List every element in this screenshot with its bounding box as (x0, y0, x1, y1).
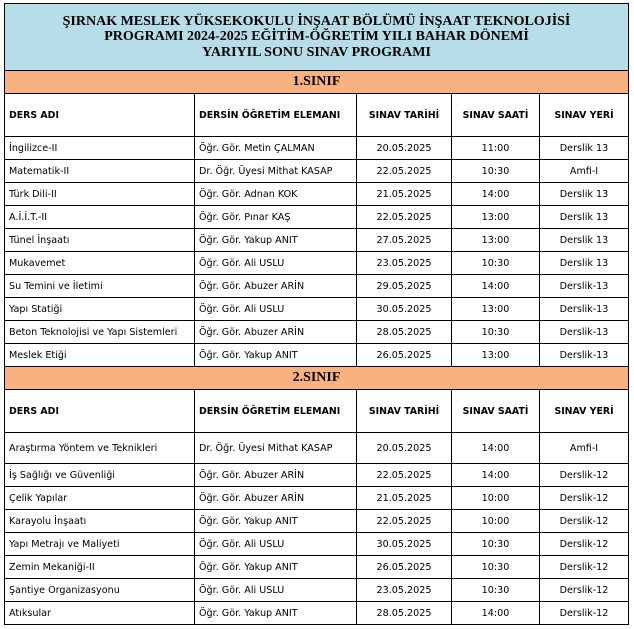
section-title-2: 2.SINIF (5, 367, 629, 390)
table-row (5, 275, 629, 298)
table-row (5, 533, 629, 556)
table-row (5, 298, 629, 321)
title-line-3: YARIYIL SONU SINAV PROGRAMI (202, 44, 431, 60)
exam-room-cell: Derslik 13 (540, 137, 629, 160)
course-cell: Beton Teknolojisi ve Yapı Sistemleri (5, 321, 195, 344)
table-row (5, 321, 629, 344)
column-header-row (5, 390, 629, 433)
exam-time-cell: 10:30 (452, 321, 540, 344)
exam-room-cell: Derslik-12 (540, 487, 629, 510)
header-date: SINAV TARİHİ (357, 390, 452, 433)
course-cell: Türk Dili-II (5, 183, 195, 206)
exam-date-cell: 30.05.2025 (357, 298, 452, 321)
table-row (5, 137, 629, 160)
header-room: SINAV YERİ (540, 94, 629, 137)
exam-room-cell: Derslik 13 (540, 183, 629, 206)
exam-time-cell: 11:00 (452, 137, 540, 160)
exam-date-cell: 22.05.2025 (357, 510, 452, 533)
table-row (5, 229, 629, 252)
instructor-cell: Öğr. Gör. Abuzer ARİN (195, 464, 357, 487)
instructor-cell: Öğr. Gör. Yakup ANIT (195, 510, 357, 533)
course-cell: Çelik Yapılar (5, 487, 195, 510)
header-time: SINAV SAATİ (452, 94, 540, 137)
exam-time-cell: 13:00 (452, 344, 540, 367)
exam-room-cell: Derslik-12 (540, 510, 629, 533)
exam-date-cell: 23.05.2025 (357, 579, 452, 602)
course-cell: İş Sağlığı ve Güvenliği (5, 464, 195, 487)
exam-room-cell: Amfi-I (540, 160, 629, 183)
course-cell: Su Temini ve İletimi (5, 275, 195, 298)
exam-date-cell: 22.05.2025 (357, 206, 452, 229)
title-line-1: ŞIRNAK MESLEK YÜKSEKOKULU İNŞAAT BÖLÜMÜ İNŞAAT TEKNOLOJİSİ (62, 13, 571, 29)
document-title (5, 4, 629, 71)
instructor-cell: Öğr. Gör. Metin ÇALMAN (195, 137, 357, 160)
section-title-1: 1.SINIF (5, 71, 629, 94)
table-row (5, 602, 629, 625)
table-row (5, 464, 629, 487)
instructor-cell: Öğr. Gör. Abuzer ARİN (195, 487, 357, 510)
exam-room-cell: Derslik-12 (540, 533, 629, 556)
course-cell: İngilizce-II (5, 137, 195, 160)
exam-date-cell: 30.05.2025 (357, 533, 452, 556)
instructor-cell: Dr. Öğr. Üyesi Mithat KASAP (195, 433, 357, 464)
exam-date-cell: 22.05.2025 (357, 464, 452, 487)
course-cell: Matematik-II (5, 160, 195, 183)
exam-time-cell: 10:30 (452, 252, 540, 275)
exam-date-cell: 28.05.2025 (357, 321, 452, 344)
exam-time-cell: 13:00 (452, 298, 540, 321)
exam-room-cell: Derslik-12 (540, 464, 629, 487)
exam-schedule-table (4, 3, 629, 625)
instructor-cell: Dr. Öğr. Üyesi Mithat KASAP (195, 160, 357, 183)
exam-time-cell: 10:30 (452, 579, 540, 602)
table-row (5, 579, 629, 602)
exam-date-cell: 20.05.2025 (357, 433, 452, 464)
exam-time-cell: 14:00 (452, 275, 540, 298)
instructor-cell: Öğr. Gör. Yakup ANIT (195, 344, 357, 367)
exam-date-cell: 27.05.2025 (357, 229, 452, 252)
course-cell: Şantiye Organizasyonu (5, 579, 195, 602)
exam-time-cell: 10:00 (452, 510, 540, 533)
exam-room-cell: Derslik-13 (540, 344, 629, 367)
title-line-2: PROGRAMI 2024-2025 EĞİTİM-ÖĞRETİM YILI BAHAR DÖNEMİ (104, 29, 529, 45)
table-row (5, 433, 629, 464)
instructor-cell: Öğr. Gör. Yakup ANIT (195, 602, 357, 625)
instructor-cell: Öğr. Gör. Adnan KOK (195, 183, 357, 206)
exam-room-cell: Derslik-13 (540, 298, 629, 321)
course-cell: Tünel İnşaatı (5, 229, 195, 252)
exam-date-cell: 22.05.2025 (357, 160, 452, 183)
exam-date-cell: 29.05.2025 (357, 275, 452, 298)
header-course: DERS ADI (5, 390, 195, 433)
exam-room-cell: Derslik-13 (540, 275, 629, 298)
course-cell: Araştırma Yöntem ve Teknikleri (5, 433, 195, 464)
exam-room-cell: Derslik-12 (540, 579, 629, 602)
table-row (5, 510, 629, 533)
header-room: SINAV YERİ (540, 390, 629, 433)
instructor-cell: Öğr. Gör. Pınar KAŞ (195, 206, 357, 229)
instructor-cell: Öğr. Gör. Ali USLU (195, 298, 357, 321)
exam-time-cell: 14:00 (452, 464, 540, 487)
instructor-cell: Öğr. Gör. Yakup ANIT (195, 229, 357, 252)
table-row (5, 344, 629, 367)
exam-time-cell: 10:30 (452, 160, 540, 183)
exam-time-cell: 13:00 (452, 229, 540, 252)
exam-time-cell: 10:00 (452, 487, 540, 510)
exam-room-cell: Amfi-I (540, 433, 629, 464)
exam-room-cell: Derslik 13 (540, 252, 629, 275)
course-cell: Karayolu İnşaatı (5, 510, 195, 533)
instructor-cell: Öğr. Gör. Ali USLU (195, 252, 357, 275)
exam-date-cell: 21.05.2025 (357, 183, 452, 206)
exam-time-cell: 10:30 (452, 556, 540, 579)
table-row (5, 206, 629, 229)
exam-time-cell: 14:00 (452, 433, 540, 464)
exam-date-cell: 26.05.2025 (357, 556, 452, 579)
exam-date-cell: 26.05.2025 (357, 344, 452, 367)
course-cell: Meslek Etiği (5, 344, 195, 367)
instructor-cell: Öğr. Gör. Abuzer ARİN (195, 321, 357, 344)
exam-time-cell: 13:00 (452, 206, 540, 229)
exam-room-cell: Derslik 13 (540, 229, 629, 252)
exam-room-cell: Derslik-12 (540, 602, 629, 625)
header-date: SINAV TARİHİ (357, 94, 452, 137)
instructor-cell: Öğr. Gör. Ali USLU (195, 533, 357, 556)
course-cell: Yapı Metrajı ve Maliyeti (5, 533, 195, 556)
header-instructor: DERSİN ÖĞRETİM ELEMANI (195, 94, 357, 137)
table-row (5, 160, 629, 183)
course-cell: Atıksular (5, 602, 195, 625)
course-cell: A.İ.İ.T.-II (5, 206, 195, 229)
header-instructor: DERSİN ÖĞRETİM ELEMANI (195, 390, 357, 433)
exam-date-cell: 21.05.2025 (357, 487, 452, 510)
header-course: DERS ADI (5, 94, 195, 137)
table-row (5, 252, 629, 275)
exam-room-cell: Derslik 13 (540, 206, 629, 229)
exam-room-cell: Derslik-13 (540, 321, 629, 344)
exam-room-cell: Derslik-12 (540, 556, 629, 579)
exam-date-cell: 28.05.2025 (357, 602, 452, 625)
exam-date-cell: 23.05.2025 (357, 252, 452, 275)
instructor-cell: Öğr. Gör. Yakup ANIT (195, 556, 357, 579)
instructor-cell: Öğr. Gör. Abuzer ARİN (195, 275, 357, 298)
table-row (5, 183, 629, 206)
course-cell: Yapı Statiği (5, 298, 195, 321)
course-cell: Zemin Mekaniği-II (5, 556, 195, 579)
header-time: SINAV SAATİ (452, 390, 540, 433)
instructor-cell: Öğr. Gör. Ali USLU (195, 579, 357, 602)
table-row (5, 556, 629, 579)
exam-time-cell: 14:00 (452, 602, 540, 625)
exam-date-cell: 20.05.2025 (357, 137, 452, 160)
table-row (5, 487, 629, 510)
exam-time-cell: 14:00 (452, 183, 540, 206)
exam-time-cell: 10:30 (452, 533, 540, 556)
column-header-row (5, 94, 629, 137)
course-cell: Mukavemet (5, 252, 195, 275)
